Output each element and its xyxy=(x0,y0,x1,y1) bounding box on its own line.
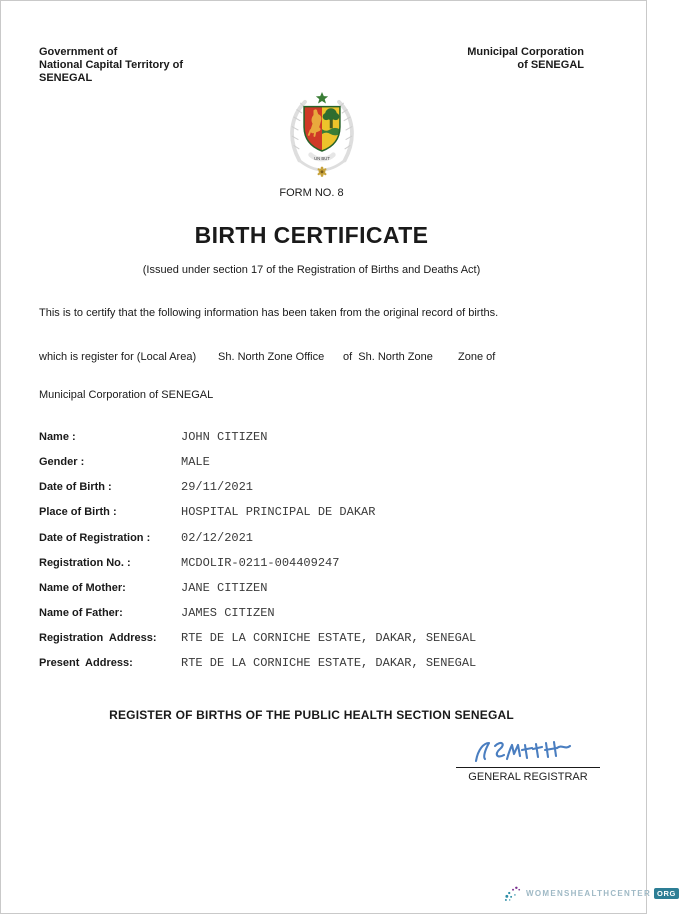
field-label: Registration Address: xyxy=(39,632,157,645)
field-value: HOSPITAL PRINCIPAL DE DAKAR xyxy=(181,505,376,520)
field-row-date-of-registration xyxy=(39,531,626,556)
emblem-motto-text: UN BUT xyxy=(314,155,330,161)
register-of-births-heading: REGISTER OF BIRTHS OF THE PUBLIC HEALTH SECTION SENEGAL xyxy=(109,708,514,722)
header-left-line: SENEGAL xyxy=(39,72,93,84)
form-number: FORM NO. 8 xyxy=(279,187,344,199)
field-label: Name of Father: xyxy=(39,606,123,619)
emblem-medal xyxy=(318,167,327,177)
field-value: JANE CITIZEN xyxy=(181,580,268,595)
logo-org-badge: ORG xyxy=(654,888,679,900)
field-value: JOHN CITIZEN xyxy=(181,430,268,444)
issuing-authority-left xyxy=(39,46,183,85)
field-label: Present Address: xyxy=(39,657,133,670)
field-value: RTE DE LA CORNICHE ESTATE, DAKAR, SENEGAL xyxy=(181,631,477,646)
field-row-gender xyxy=(39,455,626,480)
field-label: Gender : xyxy=(39,456,85,469)
field-label: Name : xyxy=(39,431,76,443)
womenshealthcenter-logo xyxy=(503,884,679,903)
certificate-subtitle: (Issued under section 17 of the Registration of Births and Deaths Act) xyxy=(142,264,481,276)
field-row-registration-address xyxy=(39,631,626,656)
zone-office-value: Sh. North Zone Office xyxy=(218,351,325,363)
field-label: Name of Mother: xyxy=(39,581,126,594)
field-row-present-address xyxy=(39,656,626,681)
field-row-place-of-birth xyxy=(39,505,626,530)
field-value: MCDOLIR-0211-004409247 xyxy=(181,555,340,570)
field-row-date-of-birth xyxy=(39,480,626,505)
certificate-title: BIRTH CERTIFICATE xyxy=(194,222,429,248)
logo-dots-icon xyxy=(503,884,524,903)
zone-of-label: Zone of xyxy=(458,351,496,363)
field-row-father-name xyxy=(39,606,626,631)
logo-text: WOMENSHEALTHCENTER xyxy=(526,889,652,898)
field-row-name xyxy=(39,430,626,455)
certificate-fields xyxy=(39,430,626,681)
general-registrar-signature-icon xyxy=(469,738,601,766)
field-row-registration-no xyxy=(39,556,626,581)
field-value: JAMES CITIZEN xyxy=(181,605,275,620)
zone-value: of Sh. North Zone xyxy=(343,351,433,363)
certify-statement: This is to certify that the following information has been taken from the original record of births. xyxy=(39,307,499,319)
header-right-line: of SENEGAL xyxy=(517,59,584,71)
field-value: MALE xyxy=(181,455,210,470)
municipal-corporation-line: Municipal Corporation of SENEGAL xyxy=(39,389,214,401)
issuing-authority-right xyxy=(467,46,584,72)
field-label: Date of Birth : xyxy=(39,481,112,494)
register-zone-line xyxy=(1,351,646,365)
register-line-prefix: which is register for (Local Area) xyxy=(39,351,197,363)
header-right-line: Municipal Corporation xyxy=(467,46,584,58)
header-left-line: Government of xyxy=(39,46,118,58)
header-left-line: National Capital Territory of xyxy=(39,59,184,71)
senegal-coat-of-arms-icon xyxy=(288,88,356,180)
field-label: Registration No. : xyxy=(39,556,131,569)
signature-line xyxy=(456,767,600,768)
field-value: 02/12/2021 xyxy=(181,530,254,545)
field-row-mother-name xyxy=(39,581,626,606)
signatory-title: GENERAL REGISTRAR xyxy=(468,771,588,783)
field-label: Place of Birth : xyxy=(39,506,117,519)
field-value: RTE DE LA CORNICHE ESTATE, DAKAR, SENEGAL xyxy=(181,656,477,671)
field-label: Date of Registration : xyxy=(39,531,151,544)
field-value: 29/11/2021 xyxy=(181,480,254,495)
